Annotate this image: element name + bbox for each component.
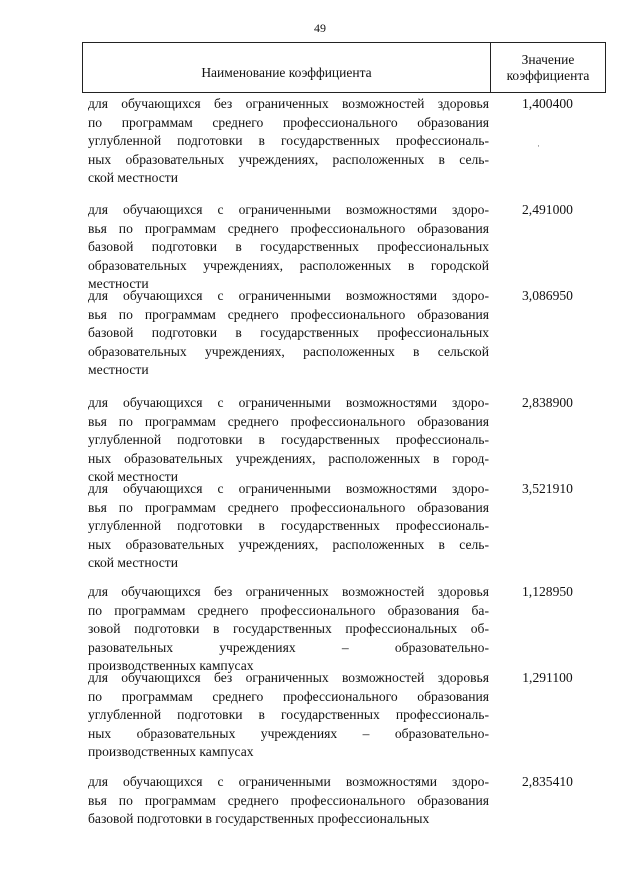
- coefficient-description: [88, 201, 489, 294]
- description-line: образовательных учреждениях, расположенных в городской: [88, 257, 489, 273]
- description-line: для обучающихся с ограниченными возможностями здоро-: [88, 202, 489, 217]
- description-line: производственных кампусах: [88, 744, 254, 760]
- description-line: местности: [88, 276, 149, 292]
- description-line: для обучающихся с ограниченными возможностями здоро-: [88, 288, 489, 303]
- coefficient-row: [88, 583, 606, 676]
- coefficient-value: 1,400400: [522, 96, 573, 111]
- description-line: для обучающихся без ограниченных возможностей здоровья: [88, 670, 489, 685]
- description-line: ской местности: [88, 555, 179, 571]
- coefficient-description: [88, 669, 489, 762]
- coefficient-row: [88, 773, 606, 829]
- coefficient-description: [88, 583, 489, 676]
- description-line: ных образовательных учреждениях, расположенных в сель-: [88, 536, 489, 552]
- description-line: для обучающихся без ограниченных возможностей здоровья: [88, 584, 489, 599]
- description-line: разовательных учреждениях – образовательно-: [88, 639, 489, 655]
- description-line: по программам среднего профессионального образования ба-: [88, 602, 489, 618]
- description-line: вья по программам среднего профессионального образования: [88, 220, 489, 236]
- description-line: углубленной подготовки в государственных профессиональ-: [88, 518, 489, 534]
- coefficient-name-column-header: Наименование коэффициента: [83, 43, 491, 92]
- coefficient-description: [88, 480, 489, 573]
- description-line: местности: [88, 362, 149, 378]
- coefficient-description: [88, 95, 489, 188]
- coefficient-value: 1,291100: [522, 670, 573, 685]
- description-line: для обучающихся без ограниченных возможностей здоровья: [88, 96, 489, 111]
- description-line: ской местности: [88, 469, 179, 485]
- description-line: углубленной подготовки в государственных профессиональ-: [88, 133, 489, 149]
- description-line: производственных кампусах: [88, 658, 254, 674]
- description-line: вья по программам среднего профессионального образования: [88, 499, 489, 515]
- description-line: по программам среднего профессионального образования: [88, 688, 489, 704]
- coefficient-row: [88, 95, 606, 188]
- value-header-line-2: коэффициента: [506, 67, 590, 83]
- coefficient-value: 3,086950: [522, 288, 573, 303]
- coefficient-description: [88, 287, 489, 380]
- coefficient-row: [88, 394, 606, 487]
- description-line: для обучающихся с ограниченными возможностями здоро-: [88, 481, 489, 496]
- description-line: вья по программам среднего профессионального образования: [88, 413, 489, 429]
- coefficient-value-column-header: [491, 43, 605, 92]
- coefficient-row: [88, 201, 606, 294]
- coefficient-description: [88, 773, 489, 829]
- coefficient-row: [88, 287, 606, 380]
- description-line: ных образовательных учреждениях, расположенных в сель-: [88, 151, 489, 167]
- description-line: ных образовательных учреждениях – образовательно-: [88, 725, 489, 741]
- description-line: углубленной подготовки в государственных профессиональ-: [88, 707, 489, 723]
- description-line: вья по программам среднего профессионального образования: [88, 792, 489, 808]
- coefficient-table-header: [82, 42, 606, 93]
- description-line: для обучающихся с ограниченными возможностями здоро-: [88, 395, 489, 410]
- description-line: ской местности: [88, 170, 179, 186]
- coefficient-value: 3,521910: [522, 481, 573, 496]
- scan-speck: ·: [537, 141, 540, 151]
- description-line: образовательных учреждениях, расположенных в сельской: [88, 343, 489, 359]
- coefficient-value: 1,128950: [522, 584, 573, 599]
- description-line: ных образовательных учреждениях, расположенных в город-: [88, 450, 489, 466]
- coefficient-row: [88, 669, 606, 762]
- coefficient-value: 2,838900: [522, 395, 573, 410]
- description-line: углубленной подготовки в государственных профессиональ-: [88, 432, 489, 448]
- description-line: по программам среднего профессионального образования: [88, 114, 489, 130]
- description-line: вья по программам среднего профессионального образования: [88, 306, 489, 322]
- value-header-line-1: Значение: [521, 51, 575, 67]
- description-line: базовой подготовки в государственных профессиональных: [88, 325, 489, 341]
- description-line: зовой подготовки в государственных профессиональных об-: [88, 621, 489, 637]
- coefficient-row: [88, 480, 606, 573]
- coefficient-value: 2,491000: [522, 202, 573, 217]
- description-line: для обучающихся с ограниченными возможностями здоро-: [88, 774, 489, 789]
- page-number: 49: [314, 21, 326, 35]
- coefficient-value: 2,835410: [522, 774, 573, 789]
- coefficient-description: [88, 394, 489, 487]
- description-line: базовой подготовки в государственных профессиональных: [88, 239, 489, 255]
- description-line: базовой подготовки в государственных профессиональных: [88, 811, 430, 827]
